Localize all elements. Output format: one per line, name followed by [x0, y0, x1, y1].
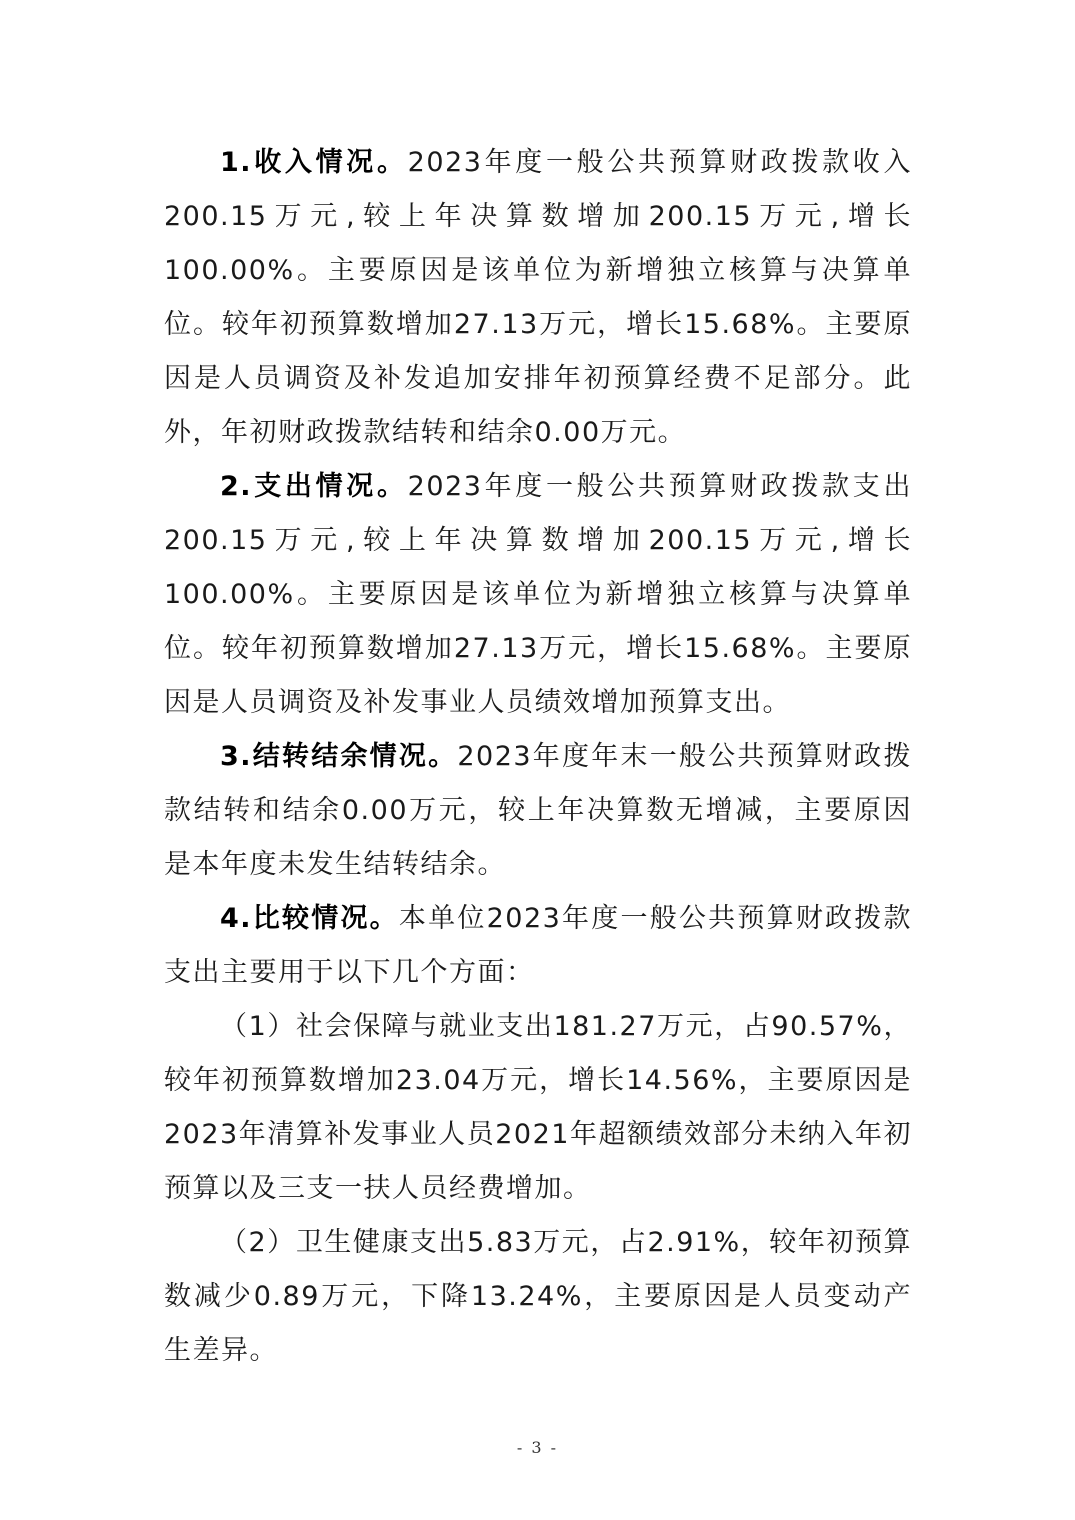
heading-carryover: 3.结转结余情况。	[220, 741, 458, 772]
paragraph-health	[164, 1216, 912, 1378]
paragraph-expenditure-text: 2023年度一般公共预算财政拨款支出200.15万元,较上年决算数增加200.15万元,增长100.00%。主要原因是该单位为新增独立核算与决算单位。较年初预算数增加27.13万元，增长15.68%。主要原因是人员调资及补发事业人员绩效增加预算支出。	[164, 471, 912, 718]
paragraph-social-security	[164, 1000, 912, 1216]
paragraph-health-text: （2）卫生健康支出5.83万元，占2.91%，较年初预算数减少0.89万元，下降13.24%，主要原因是人员变动产生差异。	[164, 1227, 912, 1366]
paragraph-social-security-text: （1）社会保障与就业支出181.27万元，占90.57%，较年初预算数增加23.04万元，增长14.56%，主要原因是2023年清算补发事业人员2021年超额绩效部分未纳入年初预算以及三支一扶人员经费增加。	[164, 1011, 912, 1204]
heading-income: 1.收入情况。	[220, 147, 408, 178]
heading-expenditure: 2.支出情况。	[220, 471, 408, 502]
paragraph-carryover-text: 2023年度年末一般公共预算财政拨款结转和结余0.00万元，较上年决算数无增减，主要原因是本年度未发生结转结余。	[164, 741, 913, 880]
paragraph-expenditure	[164, 460, 912, 730]
document-body	[164, 136, 912, 1378]
page-number: - 3 -	[516, 1438, 559, 1457]
paragraph-comparison	[164, 892, 912, 1000]
paragraph-income	[164, 136, 912, 460]
paragraph-carryover	[164, 730, 912, 892]
heading-comparison: 4.比较情况。	[220, 903, 399, 934]
paragraph-comparison-text: 本单位2023年度一般公共预算财政拨款支出主要用于以下几个方面：	[164, 903, 913, 988]
paragraph-income-text: 2023年度一般公共预算财政拨款收入200.15万元,较上年决算数增加200.15万元,增长100.00%。主要原因是该单位为新增独立核算与决算单位。较年初预算数增加27.13万元，增长15.68%。主要原因是人员调资及补发追加安排年初预算经费不足部分。此外，年初财政拨款结转和结余0.00万元。	[164, 147, 912, 448]
